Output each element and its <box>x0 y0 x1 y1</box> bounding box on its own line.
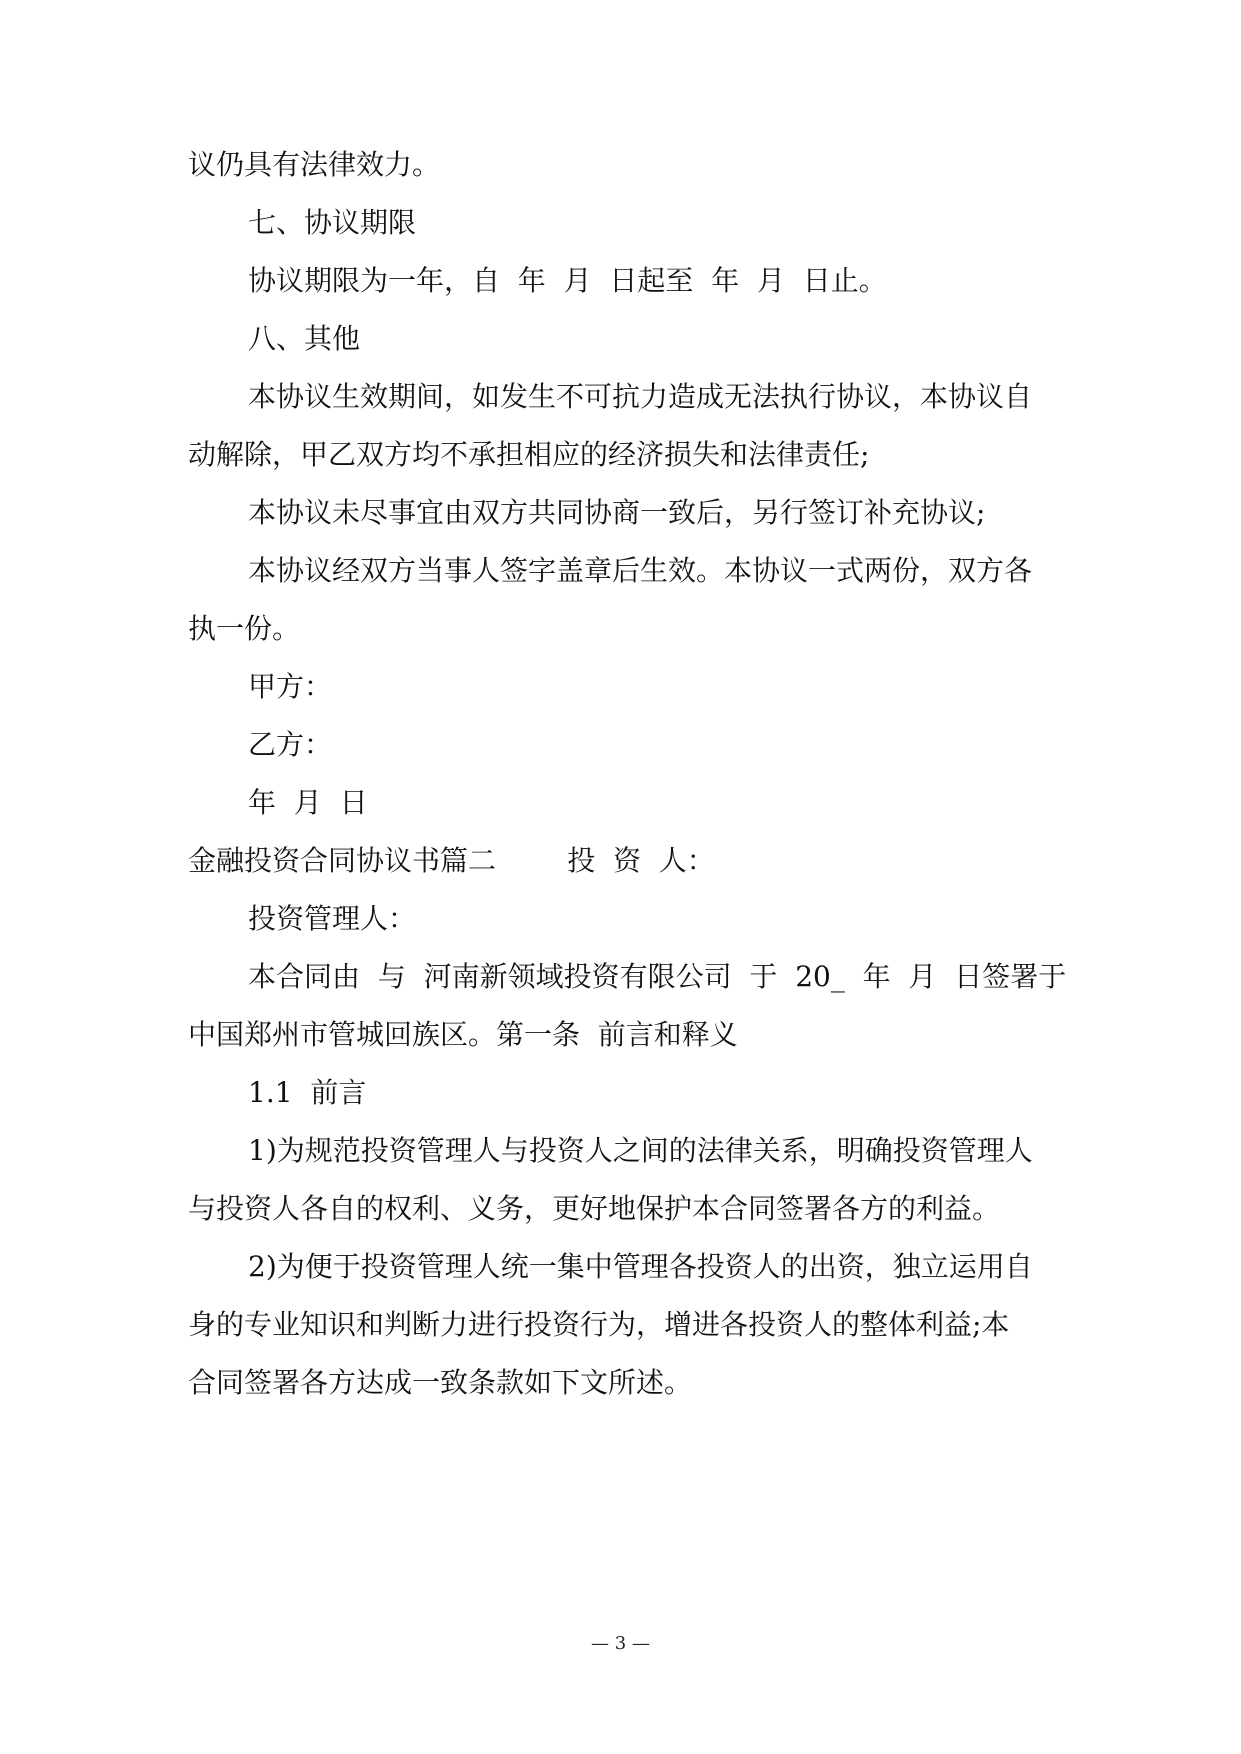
text-line: 2)为便于投资管理人统一集中管理各投资人的出资，独立运用自 <box>248 1250 1033 1283</box>
text-line: 投资管理人： <box>248 902 417 935</box>
page-number: — 3 — <box>591 1633 650 1654</box>
date-line: 年 月 日 <box>248 786 368 819</box>
text-line: 协议期限为一年，自 年 月 日起至 年 月 日止。 <box>248 264 887 297</box>
text-line: 本合同由 与 河南新领域投资有限公司 于 20_ 年 月 日签署于 <box>248 960 1067 993</box>
text-line: 本协议生效期间，如发生不可抗力造成无法执行协议，本协议自 <box>248 380 1033 413</box>
text-line: 执一份。 <box>188 612 301 645</box>
text-line: 本协议经双方当事人签字盖章后生效。本协议一式两份，双方各 <box>248 554 1033 587</box>
party-b-label: 乙方： <box>248 728 333 761</box>
chapter-title: 金融投资合同协议书篇二 投 资 人： <box>188 844 715 877</box>
text-line: 身的专业知识和判断力进行投资行为，增进各投资人的整体利益;本 <box>188 1308 1010 1341</box>
text-line: 与投资人各自的权利、义务，更好地保护本合同签署各方的利益。 <box>188 1192 1001 1225</box>
text-line: 合同签署各方达成一致条款如下文所述。 <box>188 1366 693 1399</box>
text-line: 1)为规范投资管理人与投资人之间的法律关系，明确投资管理人 <box>248 1134 1033 1167</box>
subsection-heading: 1.1 前言 <box>248 1076 367 1109</box>
text-line: 动解除，甲乙双方均不承担相应的经济损失和法律责任; <box>188 438 870 471</box>
text-line: 中国郑州市管城回族区。第一条 前言和释义 <box>188 1018 738 1051</box>
party-a-label: 甲方： <box>248 670 333 703</box>
section-heading: 八、其他 <box>248 322 361 355</box>
text-line: 本协议未尽事宜由双方共同协商一致后，另行签订补充协议; <box>248 496 986 529</box>
text-line: 议仍具有法律效力。 <box>188 148 441 181</box>
section-heading: 七、协议期限 <box>248 206 417 239</box>
